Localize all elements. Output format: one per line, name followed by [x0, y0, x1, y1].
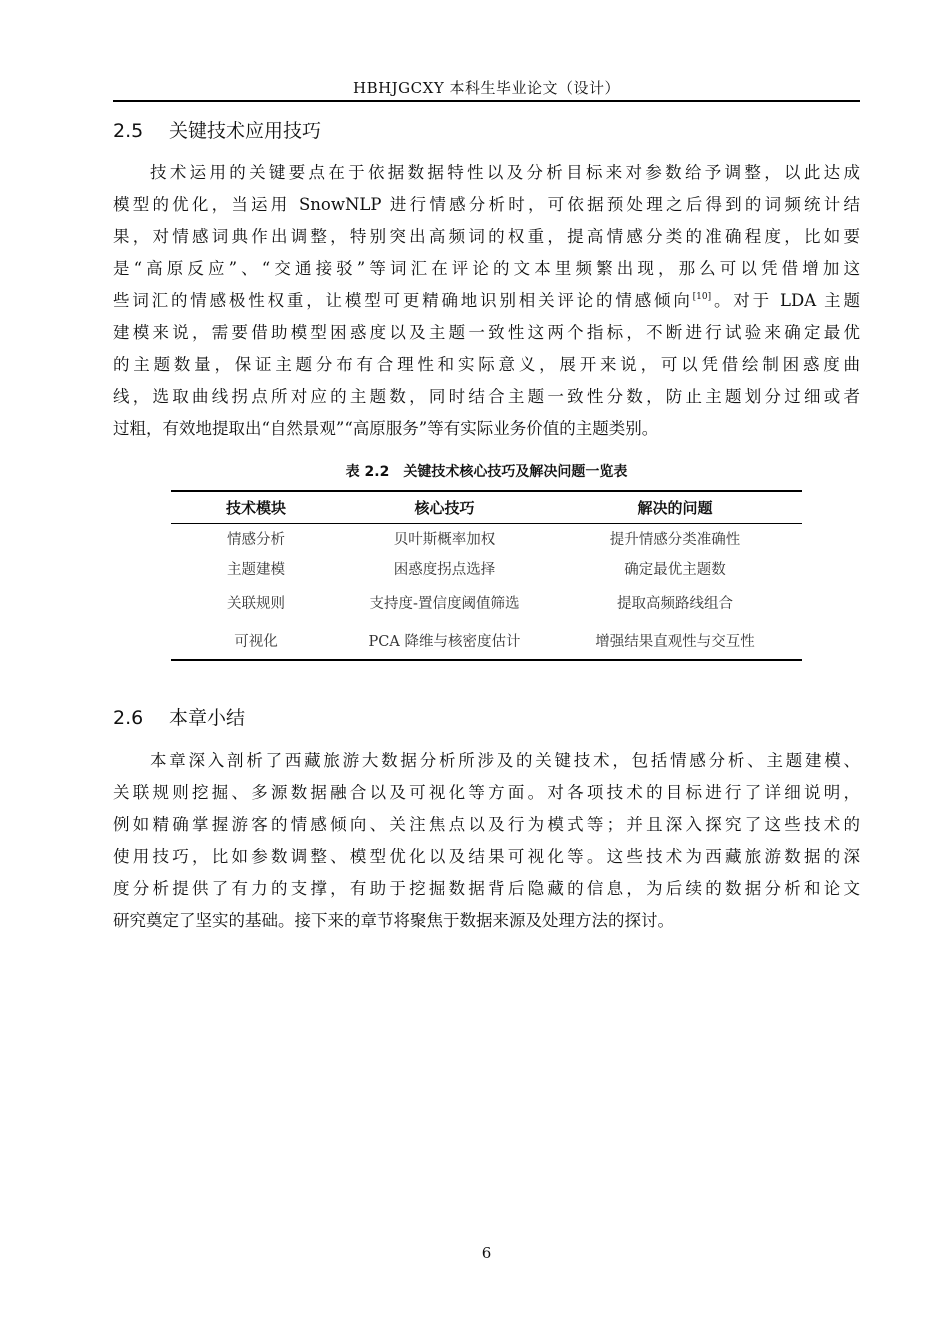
table-row: [171, 622, 802, 660]
table-cell: PCA 降维与核密度估计: [368, 633, 521, 650]
paragraph-line: 过粗，有效地提取出“自然景观”“高原服务”等有实际业务价值的主题类别。: [113, 419, 659, 438]
paragraph-line: 本章深入剖析了西藏旅游大数据分析所涉及的关键技术，包括情感分析、主题建模、: [150, 751, 860, 770]
paragraph-line: 模型的优化，当运用 SnowNLP 进行情感分析时，可依据预处理之后得到的词频统计结: [113, 195, 860, 214]
paragraph-line: 技术运用的关键要点在于依据数据特性以及分析目标来对参数给予调整，以此达成: [150, 163, 860, 182]
techniques-table: [171, 490, 802, 661]
column-header-problem: 解决的问题: [548, 491, 802, 524]
column-header-technique: 核心技巧: [341, 491, 548, 524]
table-cell: 主题建模: [227, 562, 285, 578]
section-title: 本章小结: [169, 707, 246, 729]
paragraph-line: 关联规则挖掘、多源数据融合以及可视化等方面。对各项技术的目标进行了详细说明，: [113, 783, 860, 802]
table-caption: 表 2.2 关键技术核心技巧及解决问题一览表: [345, 464, 628, 480]
table-cell: 贝叶斯概率加权: [393, 532, 496, 549]
paragraph-line: 例如精确掌握游客的情感倾向、关注焦点以及行为模式等；并且深入探究了这些技术的: [113, 815, 860, 834]
citation-ref[interactable]: [10]: [692, 292, 712, 302]
table-row: [171, 524, 802, 554]
table-row: [171, 554, 802, 584]
paragraph-line: 线，选取曲线拐点所对应的主题数，同时结合主题一致性分数，防止主题划分过细或者: [113, 387, 860, 406]
paragraph-line-with-citation: [113, 285, 860, 317]
paragraph-line: 的主题数量，保证主题分布有合理性和实际意义，展开来说，可以凭借绘制困惑度曲: [113, 355, 860, 374]
paragraph-line: 建模来说，需要借助模型困惑度以及主题一致性这两个指标，不断进行试验来确定最优: [113, 323, 860, 342]
paragraph-line: 研究奠定了坚实的基础。接下来的章节将聚焦于数据来源及处理方法的探讨。: [113, 911, 674, 930]
paragraph-chapter-summary: [113, 745, 860, 937]
table-cell: 支持度-置信度阈值筛选: [369, 596, 520, 612]
paragraph-line: 果，对情感词典作出调整，特别突出高频词的权重，提高情感分类的准确程度，比如要: [113, 227, 860, 246]
paragraph-line: 使用技巧，比如参数调整、模型优化以及结果可视化等。这些技术为西藏旅游数据的深: [113, 847, 860, 866]
table-cell: 增强结果直观性与交互性: [595, 633, 755, 650]
paragraph-line-text: 些词汇的情感极性权重，让模型可更精确地识别相关评论的情感倾向: [113, 291, 693, 310]
table-cell: 困惑度拐点选择: [393, 562, 496, 578]
section-number: 2.5: [113, 120, 144, 142]
section-number: 2.6: [113, 707, 144, 729]
paragraph-line: 是“高原反应”、“交通接驳”等词汇在评论的文本里频繁出现，那么可以凭借增加这: [113, 259, 860, 278]
table-header-row: [171, 491, 802, 524]
paragraph-line: 度分析提供了有力的支撑，有助于挖掘数据背后隐藏的信息，为后续的数据分析和论文: [113, 879, 860, 898]
table-row: [171, 584, 802, 622]
table-cell: 关联规则: [227, 596, 285, 612]
paragraph-line-tail: 。对于 LDA 主题: [711, 291, 861, 310]
table-cell: 提升情感分类准确性: [609, 532, 741, 549]
table-cell: 确定最优主题数: [624, 562, 726, 578]
section-title: 关键技术应用技巧: [169, 120, 322, 142]
paragraph-key-techniques: [113, 157, 860, 445]
table-cell: 提取高频路线组合: [617, 596, 733, 612]
table-cell: 情感分析: [227, 532, 285, 549]
table-cell: 可视化: [234, 633, 278, 650]
section-heading-2-6: [113, 706, 245, 730]
page-header: HBHJGCXY 本科生毕业论文（设计）: [352, 79, 620, 97]
column-header-module: 技术模块: [171, 491, 341, 524]
header-rule: [113, 100, 860, 102]
section-heading-2-5: [113, 119, 321, 143]
page-number: 6: [481, 1244, 492, 1262]
